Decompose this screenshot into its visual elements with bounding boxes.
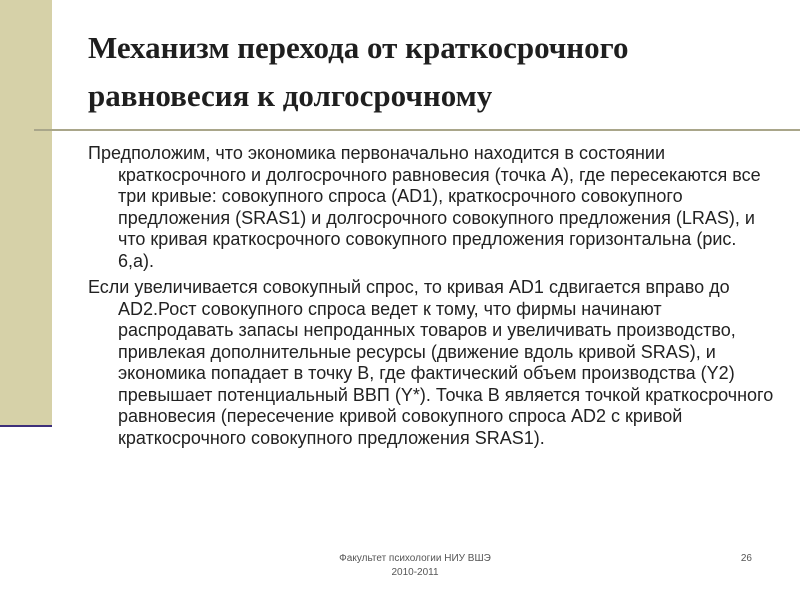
paragraph-1: Предположим, что экономика первоначально находится в состоянии краткосрочного и долгосрочного равновесия (точка А), где пересекаются все три кривые: совокупного спроса (AD1), краткосрочного совокупного предложения (SRAS1) и долгосрочного совокупного предложения (LRAS), и что кривая краткосрочного совокупного предложения горизонтальна (рис. 6,а). [88, 143, 761, 271]
title-area [88, 24, 778, 120]
slide-body [88, 143, 776, 454]
footer-years: 2010-2011 [391, 567, 439, 578]
footer-caption [300, 552, 530, 580]
footer-faculty: Факультет психологии НИУ ВШЭ [339, 553, 491, 564]
page-number: 26 [740, 553, 752, 564]
title-divider [34, 129, 800, 131]
side-decoration-bar [0, 0, 52, 425]
slide-title: Механизм перехода от краткосрочного равновесия к долгосрочному [88, 30, 629, 113]
paragraph-2: Если увеличивается совокупный спрос, то кривая AD1 сдвигается вправо до AD2.Рост совокупного спроса ведет к тому, что фирмы начинают распродавать запасы непроданных товаров и увеличивать производство, привлекая дополнительные ресурсы (движение вдоль кривой SRAS), и экономика попадает в точку В, где фактический объем производства (Y2) превышает потенциальный ВВП (Y*). Точка В является точкой краткосрочного равновесия (пересечение кривой совокупного спроса AD2 с кривой краткосрочного совокупного предложения SRAS1). [88, 277, 774, 448]
side-divider [0, 425, 52, 427]
